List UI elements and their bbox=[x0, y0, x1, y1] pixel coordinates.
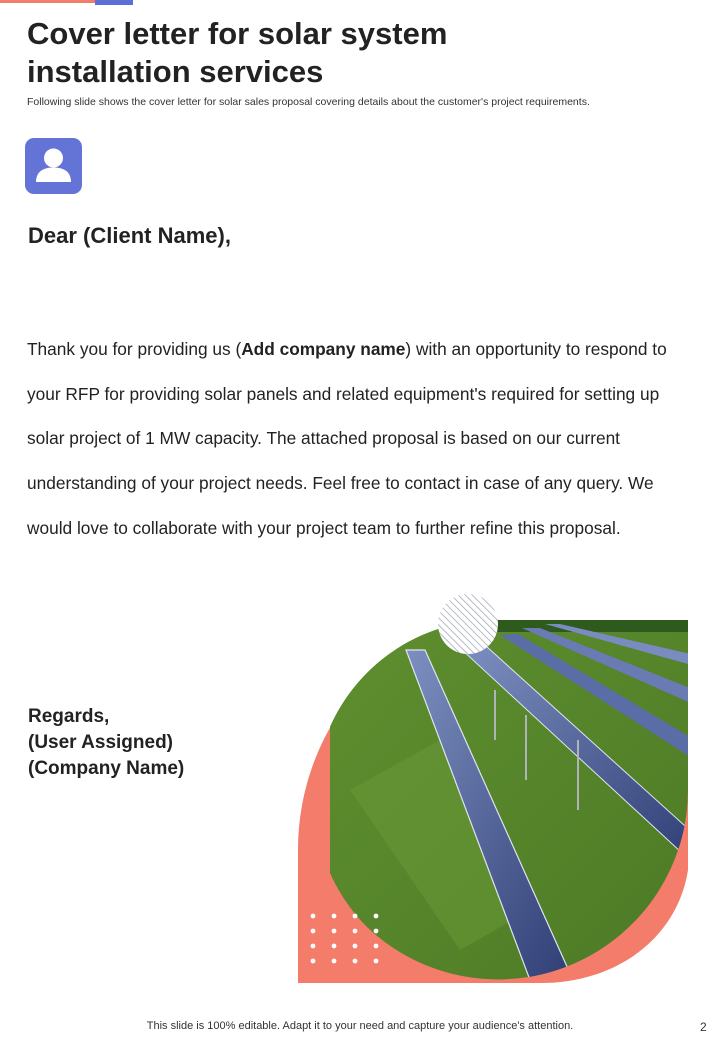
letter-body-prefix: Thank you for providing us ( bbox=[27, 339, 242, 359]
page-title: Cover letter for solar system installation services bbox=[27, 16, 448, 89]
closing-line: Regards, bbox=[28, 706, 110, 727]
footer-note: This slide is 100% editable. Adapt it to your need and capture your audience's attention. bbox=[146, 1020, 574, 1032]
letter-signoff bbox=[28, 704, 184, 782]
signer-name: (User Assigned) bbox=[28, 732, 173, 753]
top-accent-tab bbox=[95, 0, 133, 5]
page-subtitle: Following slide shows the cover letter for solar sales proposal covering details about the customer's project requirements. bbox=[27, 96, 590, 108]
top-accent-bar bbox=[0, 0, 95, 3]
solar-panel-illustration bbox=[290, 590, 700, 990]
user-icon bbox=[25, 138, 82, 194]
hatched-circle-decoration bbox=[438, 594, 498, 654]
page-number: 2 bbox=[700, 1020, 707, 1034]
signer-company: (Company Name) bbox=[28, 758, 185, 779]
letter-body-suffix: ) with an opportunity to respond to your RFP for providing solar panels and related equipment's required for setting up solar project of 1 MW capacity. The attached proposal is based on our current understanding of your project needs. Feel free to contact in case of any query. We would love to collaborate with your project team to further refine this proposal. bbox=[27, 339, 667, 538]
company-name-placeholder: Add company name bbox=[241, 339, 406, 359]
letter-greeting: Dear (Client Name), bbox=[28, 223, 231, 248]
user-avatar bbox=[25, 138, 82, 194]
letter-body bbox=[27, 327, 687, 551]
